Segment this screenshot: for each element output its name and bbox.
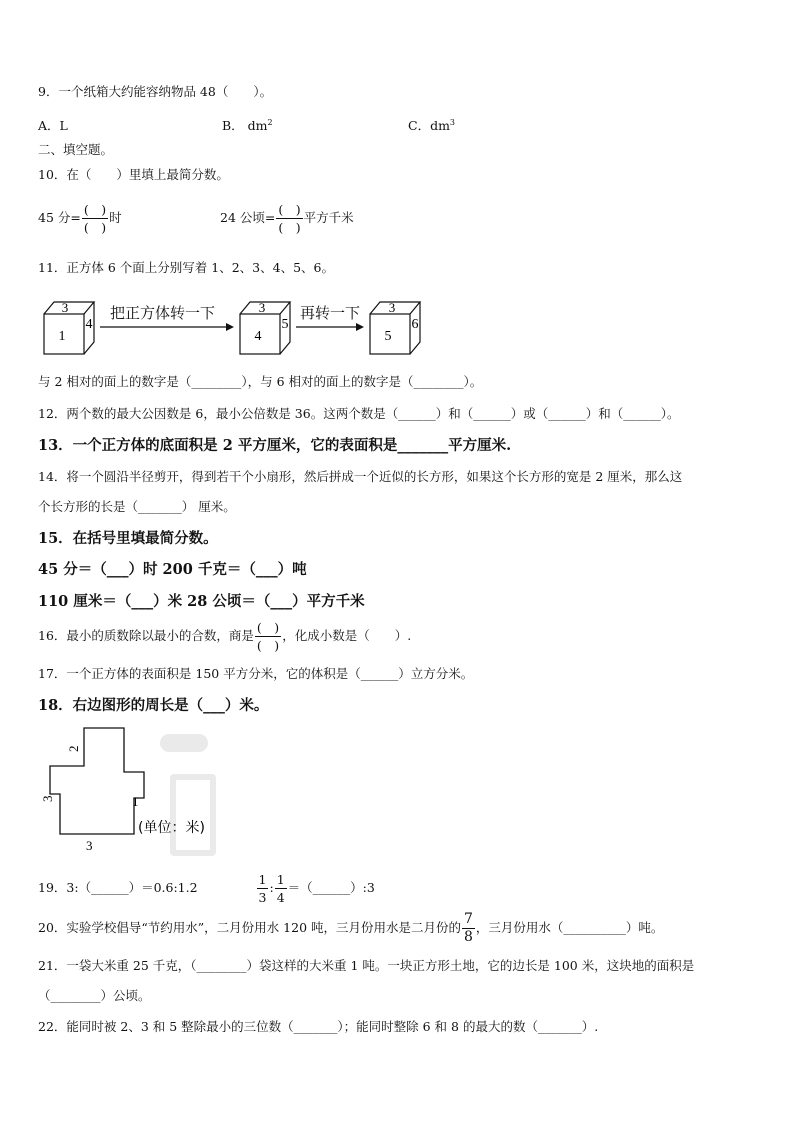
q9-text: 9．一个纸箱大约能容纳物品 48（ ）。	[38, 84, 273, 99]
arrow-label-2: 再转一下	[300, 304, 361, 322]
label-1: 1	[132, 794, 139, 809]
q18-text: 18．右边图形的周长是（___）米。	[38, 697, 269, 714]
cube-1-side: 4	[85, 317, 93, 332]
q12-text: 12．两个数的最大公因数是 6，最小公倍数是 36。这两个数是（______）和（______）或（______）和（______）。	[38, 406, 680, 421]
q14-line1: 14．将一个圆沿半径剪开，得到若干个小扇形，然后拼成一个近似的长方形，如果这个长方形的宽是 2 厘米，那么这	[38, 469, 683, 484]
q9-option-b: B． $dm^2$	[222, 117, 273, 133]
q20-text: 20．实验学校倡导“节约用水”，二月份用水 120 吨，三月份用水是二月份的 $\frac{7}{8}$ ，三月份用水（__________）吨。	[38, 911, 664, 945]
fraction-blank: $\frac{( )}{( )}$	[83, 202, 107, 235]
q10-text: 10．在（ ）里填上最简分数。	[38, 167, 229, 182]
watermark-image	[156, 728, 216, 858]
cube-3-top: 3	[388, 300, 396, 315]
q11-question: 与 2 相对的面上的数字是（________），与 6 相对的面上的数字是（________）。	[38, 374, 483, 389]
fraction-one-quarter: $\frac{1}{4}$	[276, 872, 285, 905]
q10-item-a: 45 分= $\frac{( )}{( )}$ 时	[38, 202, 122, 235]
cube-3-front: 5	[384, 329, 392, 344]
q22-text: 22．能同时被 2、3 和 5 整除最小的三位数（_______）；能同时整除 6 和 8 的最大的数（_______）.	[38, 1019, 599, 1034]
q9-option-a: A．L	[38, 118, 68, 133]
cube-rotation-figure	[38, 296, 438, 360]
cube-2-top: 3	[258, 300, 266, 315]
cube-2-front: 4	[254, 329, 262, 344]
q15-row1: 45 分＝（___）时 200 千克＝（___）吨	[38, 561, 307, 578]
section-heading-fill-blank: 二、填空题。	[38, 142, 114, 157]
cube-1-front: 1	[58, 329, 66, 344]
q15-row2: 110 厘米＝（___）米 28 公顷＝（___）平方千米	[38, 593, 365, 610]
label-2: 2	[66, 745, 81, 752]
cube-1-top: 3	[61, 300, 69, 315]
unit-label: (单位：米)	[138, 820, 205, 836]
q13-text: 13．一个正方体的底面积是 2 平方厘米，它的表面积是_______平方厘米.	[38, 437, 512, 454]
q17-text: 17．一个正方体的表面积是 150 平方分米，它的体积是（______）立方分米。	[38, 666, 474, 681]
q19-text: 19．3:（______）＝0.6:1.2 $\frac{1}{3}$ : $\frac{1}{4}$ ＝（______）:3	[38, 872, 375, 905]
cube-3-side: 6	[411, 317, 419, 332]
arrow-label-1: 把正方体转一下	[110, 304, 216, 322]
fraction-one-third: $\frac{1}{3}$	[258, 872, 267, 905]
q10-item-b: 24 公顷= $\frac{( )}{( )}$ 平方千米	[220, 202, 354, 235]
q15-title: 15．在括号里填最简分数。	[38, 530, 218, 547]
fraction-seven-eighths: $\frac{7}{8}$	[464, 911, 473, 945]
q11-text: 11．正方体 6 个面上分别写着 1、2、3、4、5、6。	[38, 260, 334, 275]
q21-line2: （________）公顷。	[38, 988, 151, 1003]
q21-line1: 21．一袋大米重 25 千克，（________）袋这样的大米重 1 吨。一块正方形土地，它的边长是 100 米，这块地的面积是	[38, 958, 695, 973]
label-3-bottom: 3	[86, 838, 93, 853]
q14-line2: 个长方形的长是（_______） 厘米。	[38, 499, 236, 514]
label-3-left: 3	[40, 795, 55, 802]
fraction-blank: $\frac{( )}{( )}$	[278, 202, 301, 235]
cube-2-side: 5	[281, 317, 289, 332]
fraction-blank: $\frac{( )}{( )}$	[256, 620, 280, 653]
q9-option-c: C．$dm^3$	[408, 117, 456, 133]
q16-text: 16．最小的质数除以最小的合数，商是 $\frac{( )}{( )}$ ，化成小数是（ ）.	[38, 620, 412, 653]
